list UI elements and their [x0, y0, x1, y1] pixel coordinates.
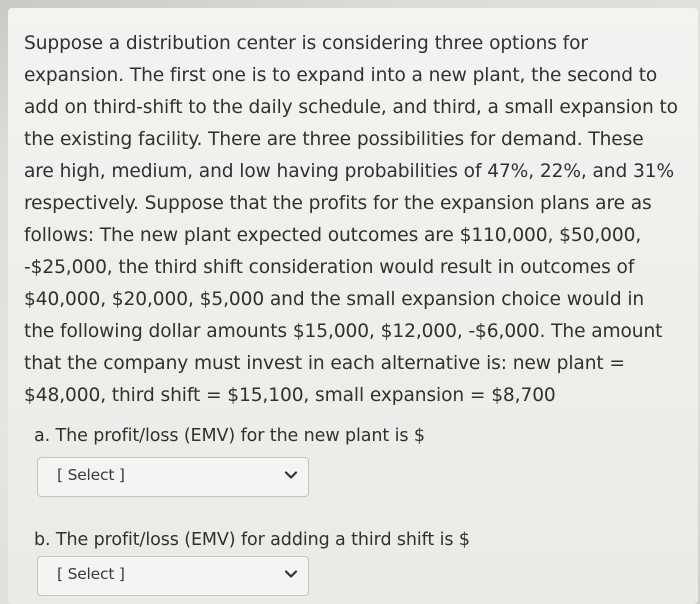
chevron-down-icon: [284, 468, 298, 482]
part-a-answer-select[interactable]: [37, 457, 309, 497]
part-b-label: b. The profit/loss (EMV) for adding a third shift is $: [34, 530, 470, 550]
part-a-label: a. The profit/loss (EMV) for the new plant is $: [34, 426, 425, 446]
chevron-down-icon: [284, 567, 298, 581]
part-b-select-value: [ Select ]: [57, 565, 125, 583]
question-text: Suppose a distribution center is considering three options for expansion. The first one is to expand into a new plant, the second to add on third-shift to the daily schedule, and third, a small expansion to the existing facility. There are three possibilities for demand. These are high, medium, and low having probabilities of 47%, 22%, and 31% respectively. Suppose that the profits for the expansion plans are as follows: The new plant expected outcomes are $110,000, $50,000, -$25,000, the third shift consideration would result in outcomes of $40,000, $20,000, $5,000 and the small expansion choice would in the following dollar amounts $15,000, $12,000, -$6,000. The amount that the company must invest in each alternative is: new plant = $48,000, third shift = $15,100, small expansion = $8,700: [24, 33, 678, 406]
part-b-answer-select[interactable]: [37, 556, 309, 596]
part-a-select-value: [ Select ]: [57, 466, 125, 484]
question-panel: [8, 8, 698, 604]
